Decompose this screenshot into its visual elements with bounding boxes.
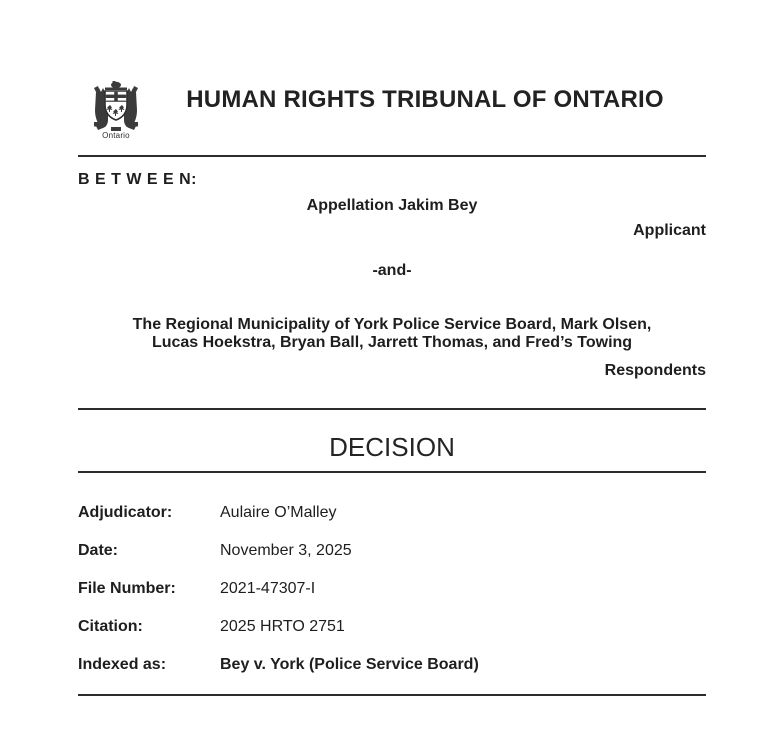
horizontal-rule-header [78, 155, 706, 157]
decision-heading: DECISION [329, 432, 455, 462]
metadata-label: Date: [78, 542, 119, 559]
metadata-value: Aulaire O’Malley [220, 504, 337, 521]
metadata-label: Citation: [78, 618, 143, 635]
metadata-table [78, 504, 706, 674]
logo-caption: Ontario [102, 131, 130, 140]
metadata-row-indexed-as [78, 656, 706, 674]
ontario-coat-of-arms-logo [88, 78, 144, 140]
and-separator: -and- [372, 262, 412, 279]
horizontal-rule-footer [78, 694, 706, 696]
metadata-row-file-number [78, 580, 706, 598]
metadata-label: File Number: [78, 580, 176, 597]
applicant-role-label: Applicant [633, 222, 706, 239]
horizontal-rule-parties [78, 408, 706, 410]
document-header [78, 0, 706, 140]
metadata-value: Bey v. York (Police Service Board) [220, 656, 479, 673]
metadata-value: November 3, 2025 [220, 542, 352, 559]
respondent-role-label: Respondents [604, 362, 706, 379]
respondent-names: The Regional Municipality of York Police Service Board, Mark Olsen, Lucas Hoekstra, Bryan Ball, Jarrett Thomas, and Fred’s Towing [132, 316, 652, 351]
applicant-name: Appellation Jakim Bey [306, 197, 478, 214]
horizontal-rule-decision [78, 471, 706, 473]
metadata-value: 2025 HRTO 2751 [220, 618, 345, 635]
metadata-row-date [78, 542, 706, 560]
metadata-label: Indexed as: [78, 656, 167, 673]
document-title: HUMAN RIGHTS TRIBUNAL OF ONTARIO [186, 86, 664, 113]
metadata-row-adjudicator [78, 504, 706, 522]
metadata-label: Adjudicator: [78, 504, 173, 521]
metadata-value: 2021-47307-I [220, 580, 316, 597]
between-label: B E T W E E N: [78, 171, 197, 188]
metadata-row-citation [78, 618, 706, 636]
